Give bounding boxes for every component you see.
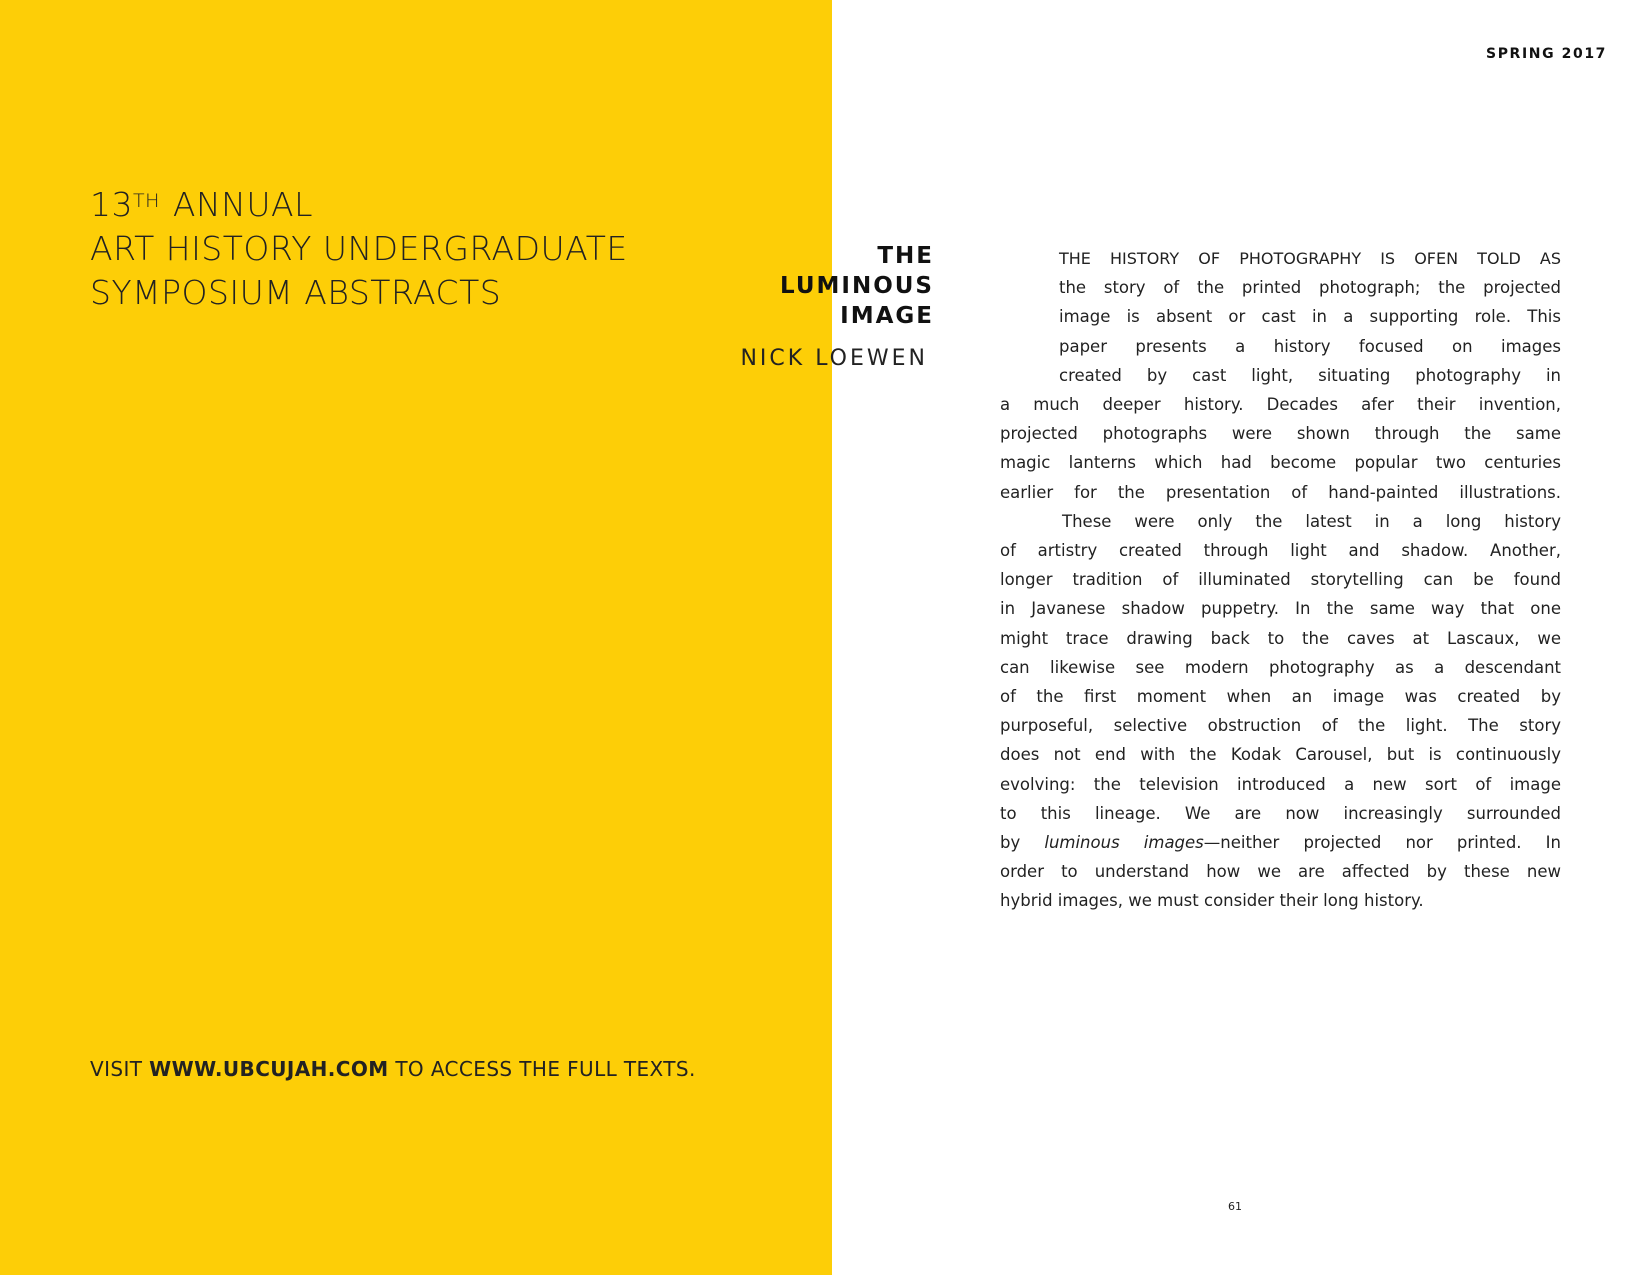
abstract-line: hybrid images, we must consider their long history. — [1000, 891, 1424, 911]
running-head: SPRING 2017 — [1486, 46, 1607, 62]
title-line-3: IMAGE — [840, 303, 934, 329]
heading-line-3: SYMPOSIUM ABSTRACTS — [90, 273, 502, 312]
website-link[interactable]: WWW.UBCUJAH.COM — [149, 1057, 389, 1081]
symposium-heading — [90, 183, 628, 315]
abstract-line: purposeful, selective obstruction of the light. The story — [1000, 716, 1561, 736]
abstract-line: magic lanterns which had become popular two centuries — [1000, 453, 1561, 473]
abstract-line: earlier for the presentation of hand-painted illustrations. — [1000, 482, 1561, 502]
abstract-line: THE HISTORY OF PHOTOGRAPHY IS OFEN TOLD AS — [1059, 249, 1561, 268]
heading-annual: ANNUAL — [172, 185, 313, 224]
abstract-text — [1000, 244, 1561, 916]
heading-line-1 — [90, 183, 628, 227]
abstract-line: in Javanese shadow puppetry. In the same way that one — [1000, 599, 1561, 619]
abstract-line: the story of the printed photograph; the projected — [1059, 278, 1561, 298]
abstract-line: order to understand how we are affected by these new — [1000, 862, 1561, 882]
abstract-line: projected photographs were shown through the same — [1000, 424, 1561, 444]
heading-number: 13 — [90, 185, 133, 224]
abstract-fragment: by — [1000, 833, 1045, 853]
abstract-line: does not end with the Kodak Carousel, but is continuously — [1000, 745, 1561, 765]
abstract-line: can likewise see modern photography as a descendant — [1000, 657, 1561, 677]
title-line-1: THE — [877, 243, 934, 269]
visit-prefix: VISIT — [90, 1057, 143, 1081]
abstract-line: image is absent or cast in a supporting role. This — [1059, 307, 1561, 327]
heading-ordinal-suffix: TH — [133, 190, 160, 212]
abstract-line: created by cast light, situating photography in — [1059, 365, 1561, 385]
heading-line-2: ART HISTORY UNDERGRADUATE — [90, 229, 628, 268]
abstract-line: a much deeper history. Decades afer their invention, — [1000, 395, 1561, 415]
abstract-line: These were only the latest in a long history — [1062, 511, 1561, 531]
visit-note — [90, 1057, 696, 1081]
abstract-line: of artistry created through light and shadow. Another, — [1000, 541, 1561, 561]
abstract-line: evolving: the television introduced a new sort of image — [1000, 774, 1561, 794]
author-name: NICK LOEWEN — [740, 346, 928, 371]
abstract-line: paper presents a history focused on images — [1059, 336, 1561, 356]
abstract-line: longer tradition of illuminated storytelling can be found — [1000, 570, 1561, 590]
title-line-2: LUMINOUS — [780, 273, 934, 299]
abstract-line: of the first moment when an image was created by — [1000, 687, 1561, 707]
page-number: 61 — [1228, 1200, 1242, 1213]
abstract-line: might trace drawing back to the caves at Lascaux, we — [1000, 628, 1561, 648]
abstract-italic-phrase: luminous images — [1044, 833, 1204, 853]
abstract-fragment: —neither projected nor printed. In — [1203, 833, 1561, 853]
abstract-line: to this lineage. We are now increasingly surrounded — [1000, 803, 1561, 823]
abstract-line-with-italic — [1000, 828, 1561, 857]
visit-suffix: TO ACCESS THE FULL TEXTS. — [395, 1057, 696, 1081]
article-title — [780, 241, 934, 331]
